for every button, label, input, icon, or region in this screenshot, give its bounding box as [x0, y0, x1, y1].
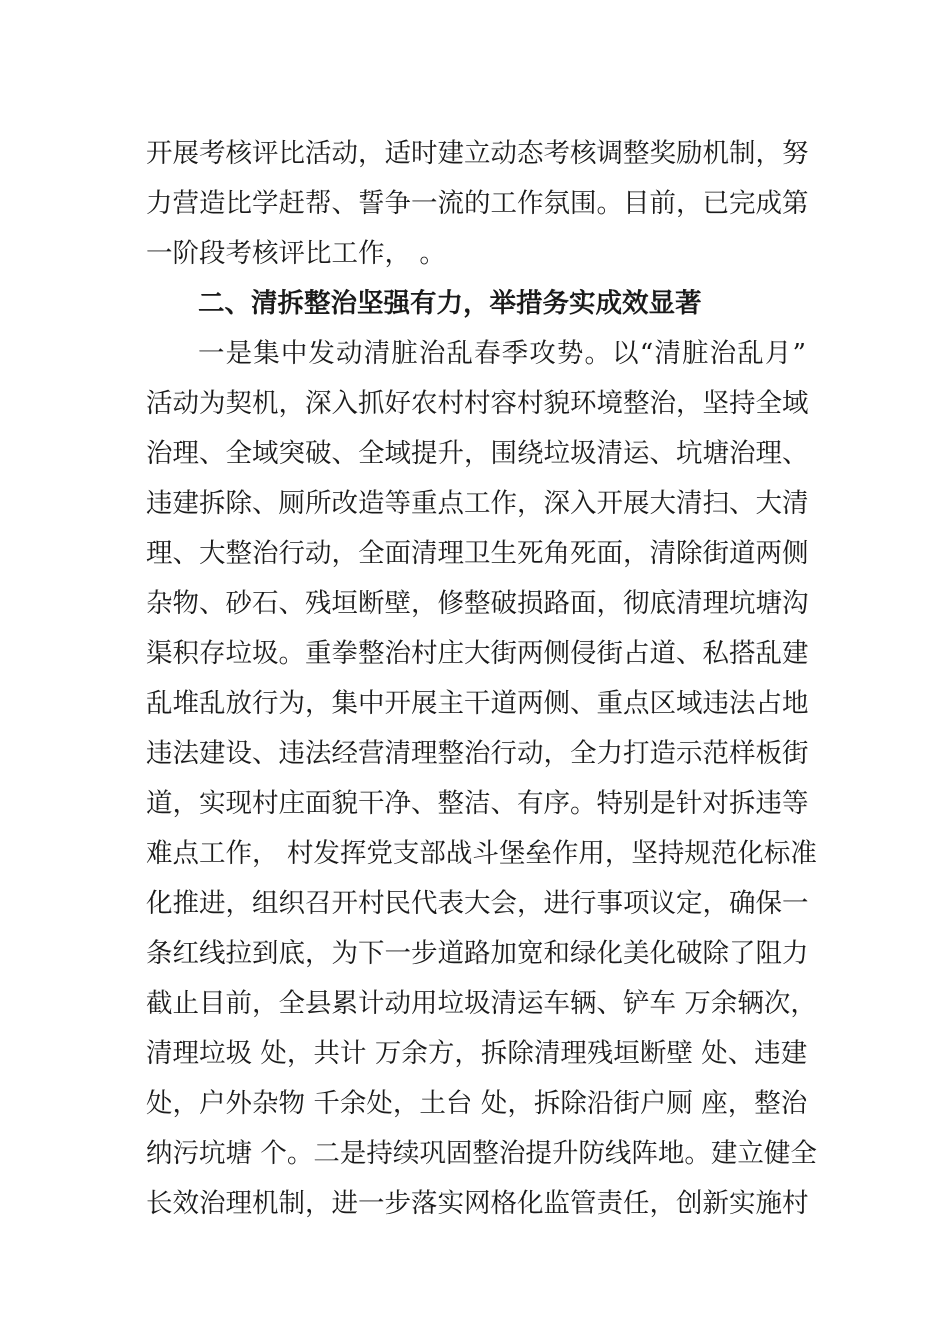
text-line-13: 违法建设、违法经营清理整治行动，全力打造示范样板街	[146, 738, 809, 769]
text-line-8: 违建拆除、厕所改造等重点工作，深入开展大清扫、大清	[146, 488, 809, 519]
paragraph-first-line: 一是集中发动清脏治乱春季攻势。以“清脏治乱月”	[198, 338, 806, 369]
text-line-11: 渠积存垃圾。重拳整治村庄大街两侧侵街占道、私搭乱建	[146, 638, 809, 669]
text-line-19: 清理垃圾 处，共计 万余方，拆除清理残垣断壁 处、违建	[146, 1038, 808, 1069]
text-line-16: 化推进，组织召开村民代表大会，进行事项议定，确保一	[146, 888, 809, 919]
text-line-1: 开展考核评比活动，适时建立动态考核调整奖励机制，努	[146, 138, 809, 169]
text-line-15: 难点工作， 村发挥党支部战斗堡垒作用，坚持规范化标准	[146, 838, 817, 869]
section-heading: 二、清拆整治坚强有力，举措务实成效显著	[198, 288, 702, 319]
text-line-9: 理、大整治行动，全面清理卫生死角死面，清除街道两侧	[146, 538, 809, 569]
text-line-7: 治理、全域突破、全域提升，围绕垃圾清运、坑塘治理、	[146, 438, 809, 469]
text-line-2: 力营造比学赶帮、誓争一流的工作氛围。目前，已完成第	[146, 188, 809, 219]
text-line-21: 纳污坑塘 个。二是持续巩固整治提升防线阵地。建立健全	[146, 1138, 817, 1169]
text-line-3: 一阶段考核评比工作， 。	[146, 238, 446, 269]
text-line-22: 长效治理机制，进一步落实网格化监管责任，创新实施村	[146, 1188, 809, 1219]
text-line-6: 活动为契机，深入抓好农村村容村貌环境整治，坚持全域	[146, 388, 809, 419]
text-line-12: 乱堆乱放行为，集中开展主干道两侧、重点区域违法占地	[146, 688, 809, 719]
text-line-18: 截止目前，全县累计动用垃圾清运车辆、铲车 万余辆次，	[146, 988, 817, 1019]
text-line-17: 条红线拉到底，为下一步道路加宽和绿化美化破除了阻力	[146, 938, 809, 969]
text-line-14: 道，实现村庄面貌干净、整洁、有序。特别是针对拆违等	[146, 788, 809, 819]
text-line-20: 处，户外杂物 千余处，土台 处，拆除沿街户厕 座，整治	[146, 1088, 808, 1119]
text-line-10: 杂物、砂石、残垣断壁，修整破损路面，彻底清理坑塘沟	[146, 588, 809, 619]
